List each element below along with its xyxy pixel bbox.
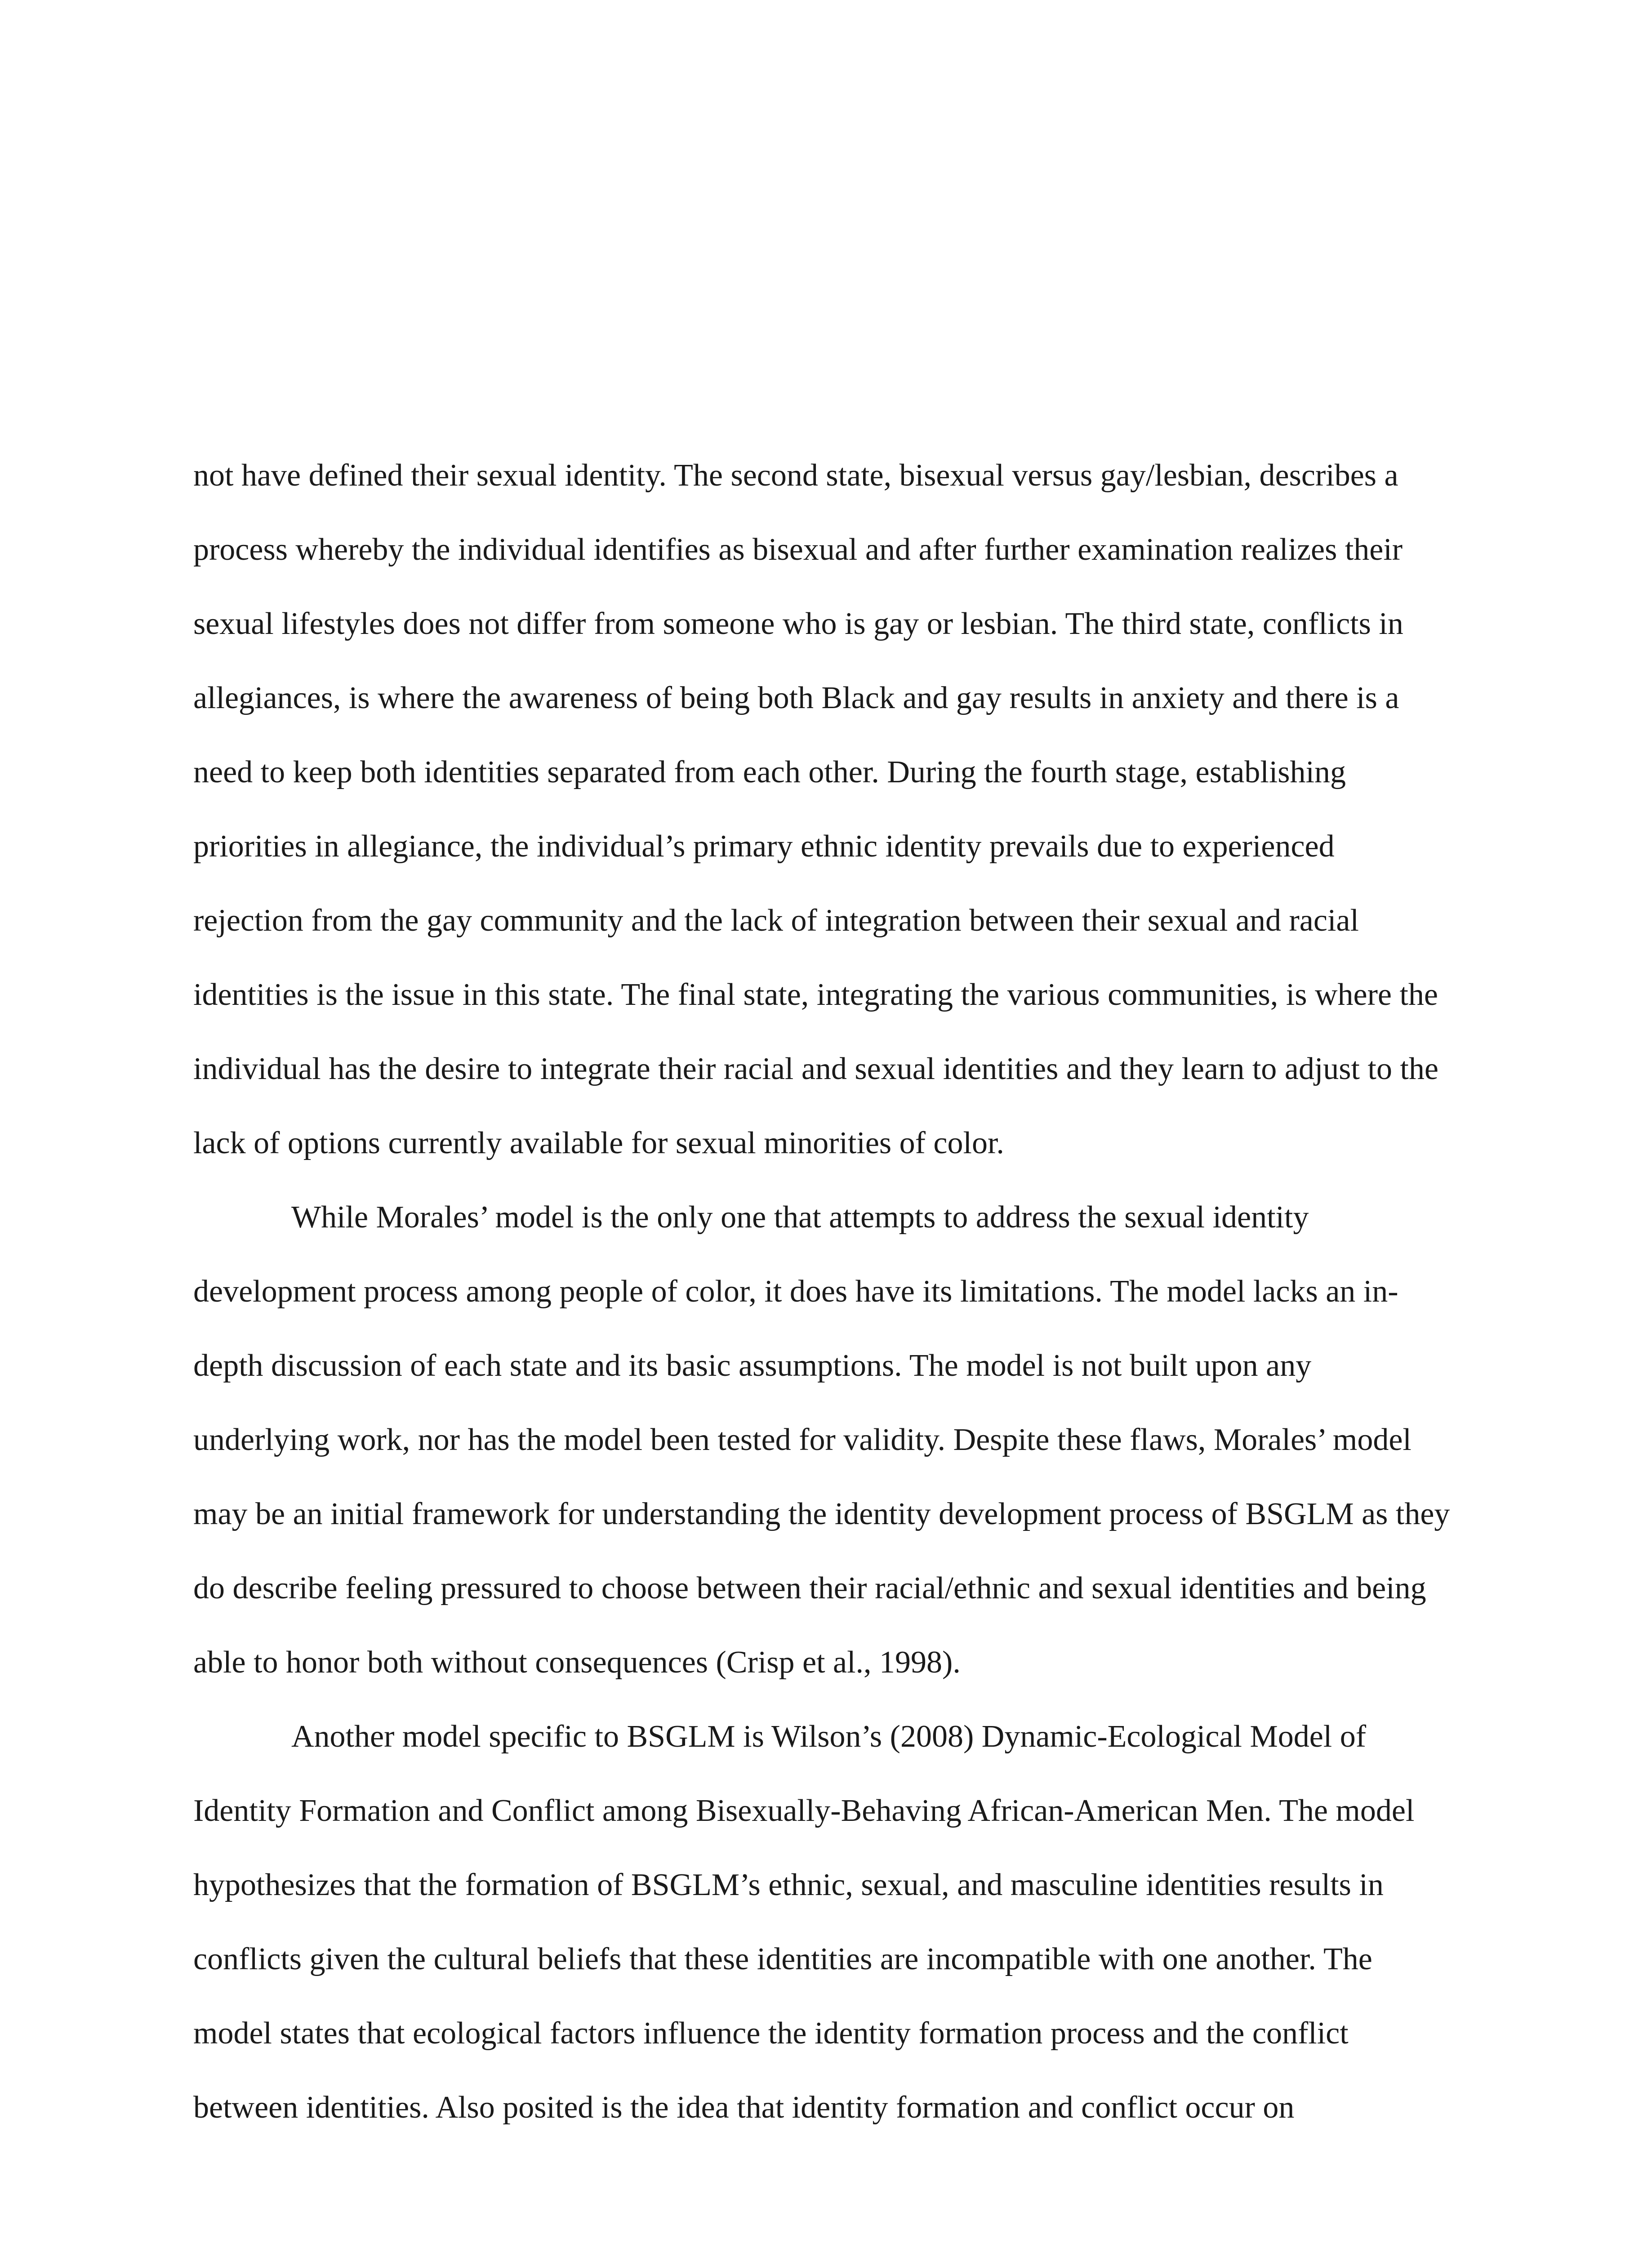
paragraph-3: Another model specific to BSGLM is Wilson’s (2008) Dynamic-Ecological Model of Identity Formation and Conflict among Bisexually-Behaving African-American Men. The model hypothesizes that the formation of BSGLM’s ethnic, sexual, and masculine identities results in conflicts given the cultural beliefs that these identities are incompatible with one another. The model states that ecological factors influence the identity formation process and the conflict between identities. Also posited is the idea that identity formation and conflict occur on <box>193 1719 1415 2125</box>
paragraph-2: While Morales’ model is the only one that attempts to address the sexual identity development process among people of color, it does have its limitations. The model lacks an in-depth discussion of each state and its basic assumptions. The model is not built upon any underlying work, nor has the model been tested for validity. Despite these flaws, Morales’ model may be an initial framework for understanding the identity development process of BSGLM as they do describe feeling pressured to choose between their racial/ethnic and sexual identities and being able to honor both without consequences (Crisp et al., 1998). <box>193 1200 1450 1680</box>
paragraph-1: not have defined their sexual identity. The second state, bisexual versus gay/lesbian, describes a process whereby the individual identifies as bisexual and after further examination realizes their sexual lifestyles does not differ from someone who is gay or lesbian. The third state, conflicts in allegiances, is where the awareness of being both Black and gay results in anxiety and there is a need to keep both identities separated from each other. During the fourth stage, establishing priorities in allegiance, the individual’s primary ethnic identity prevails due to experienced rejection from the gay community and the lack of integration between their sexual and racial identities is the issue in this state. The final state, integrating the various communities, is where the individual has the desire to integrate their racial and sexual identities and they learn to adjust to the lack of options currently available for sexual minorities of color. <box>193 458 1438 1160</box>
body-text <box>193 438 1452 2145</box>
